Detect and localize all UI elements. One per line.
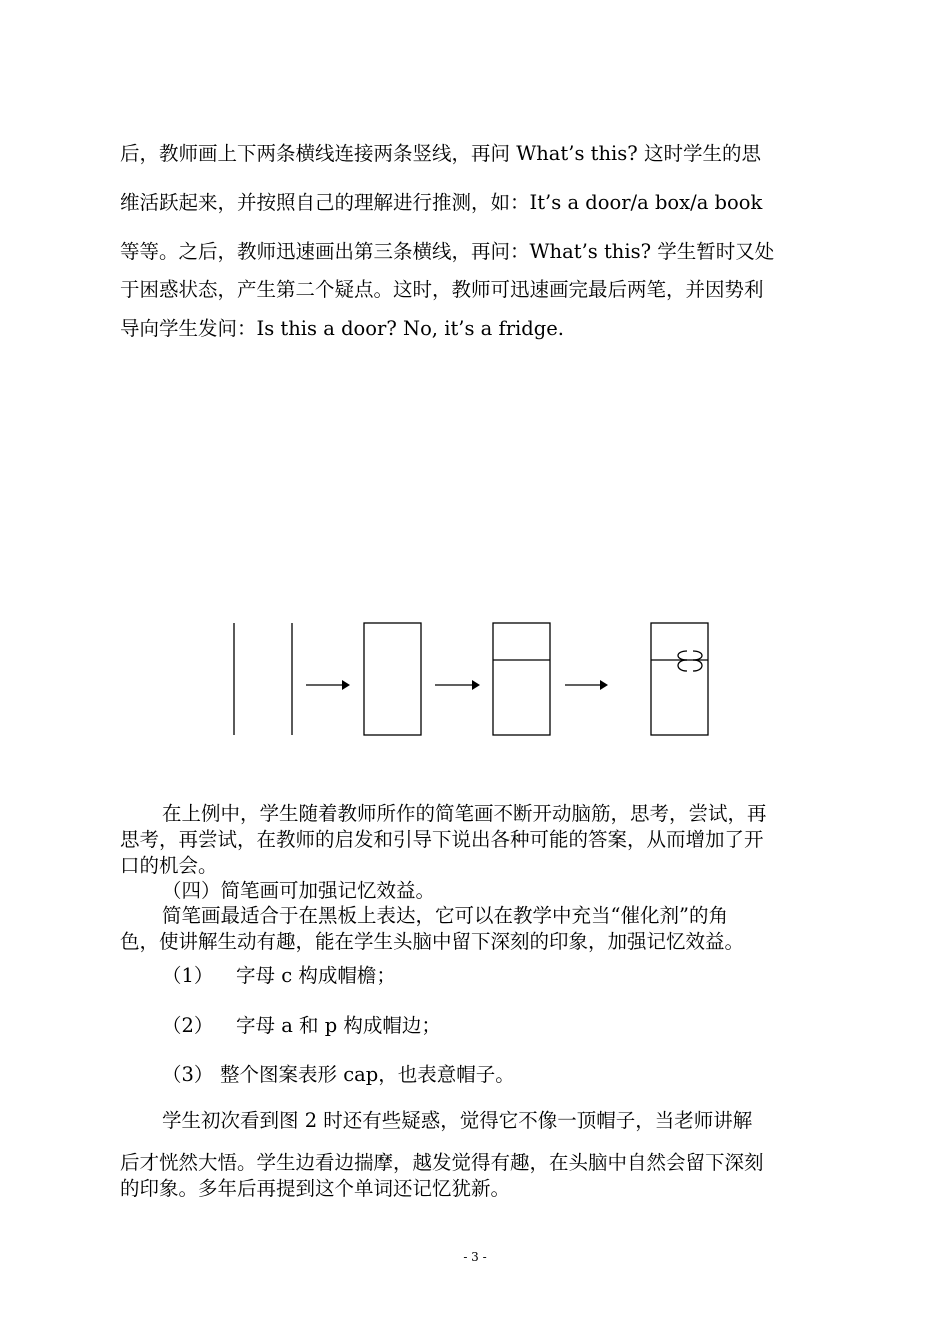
paragraph2-line-2: 思考，再尝试，在教师的启发和引导下说出各种可能的答案，从而增加了开 xyxy=(120,828,764,851)
paragraph1-line-1: 后，教师画上下两条横线连接两条竖线，再问 What’s this? 这时学生的思 xyxy=(120,142,761,165)
arrow-3-icon xyxy=(565,680,608,690)
fridge-drawing-diagram xyxy=(220,615,720,745)
paragraph4-line-3: 的印象。多年后再提到这个单词还记忆犹新。 xyxy=(120,1177,511,1200)
stage-two-vertical-lines xyxy=(234,623,292,735)
arrow-2-icon xyxy=(435,680,480,690)
paragraph3-line-1: 简笔画最适合于在黑板上表达，它可以在教学中充当“催化剂”的角 xyxy=(162,904,728,927)
paragraph2-line-3: 口的机会。 xyxy=(120,854,218,877)
paragraph1-line-2: 维活跃起来，并按照自己的理解进行推测，如：It’s a door/a box/a book xyxy=(120,191,763,214)
stage-fridge xyxy=(651,623,708,735)
paragraph2-line-1: 在上例中，学生随着教师所作的简笔画不断开动脑筋，思考，尝试，再 xyxy=(162,802,767,825)
stage-rectangle xyxy=(364,623,421,735)
list-item-2-text: 字母 a 和 p 构成帽边； xyxy=(236,1014,441,1037)
paragraph1-line-5: 导向学生发问：Is this a door? No, it’s a fridge. xyxy=(120,317,564,340)
page-number: - 3 - xyxy=(463,1250,487,1264)
list-item-1-number: （1） xyxy=(162,964,214,987)
list-item-3 xyxy=(162,1059,515,1087)
stage-rectangle-divider xyxy=(493,623,550,735)
list-item-1 xyxy=(162,960,396,988)
list-item-2 xyxy=(162,1010,441,1038)
list-item-3-number: （3） xyxy=(162,1063,214,1086)
list-item-2-number: （2） xyxy=(162,1014,214,1037)
paragraph1-line-4: 于困惑状态，产生第二个疑点。这时，教师可迅速画完最后两笔，并因势利 xyxy=(120,278,764,301)
paragraph3-line-2: 色，使讲解生动有趣，能在学生头脑中留下深刻的印象，加强记忆效益。 xyxy=(120,930,745,953)
paragraph1-line-3: 等等。之后，教师迅速画出第三条横线，再问：What’s this? 学生暂时又处 xyxy=(120,240,775,263)
list-item-1-text: 字母 c 构成帽檐； xyxy=(236,964,396,987)
section-heading: （四）简笔画可加强记忆效益。 xyxy=(162,879,436,902)
paragraph4-line-1: 学生初次看到图 2 时还有些疑惑，觉得它不像一顶帽子，当老师讲解 xyxy=(162,1109,753,1132)
list-item-3-text: 整个图案表形 cap，也表意帽子。 xyxy=(220,1063,515,1086)
arrow-1-icon xyxy=(306,680,350,690)
paragraph4-line-2: 后才恍然大悟。学生边看边揣摩，越发觉得有趣，在头脑中自然会留下深刻 xyxy=(120,1151,764,1174)
